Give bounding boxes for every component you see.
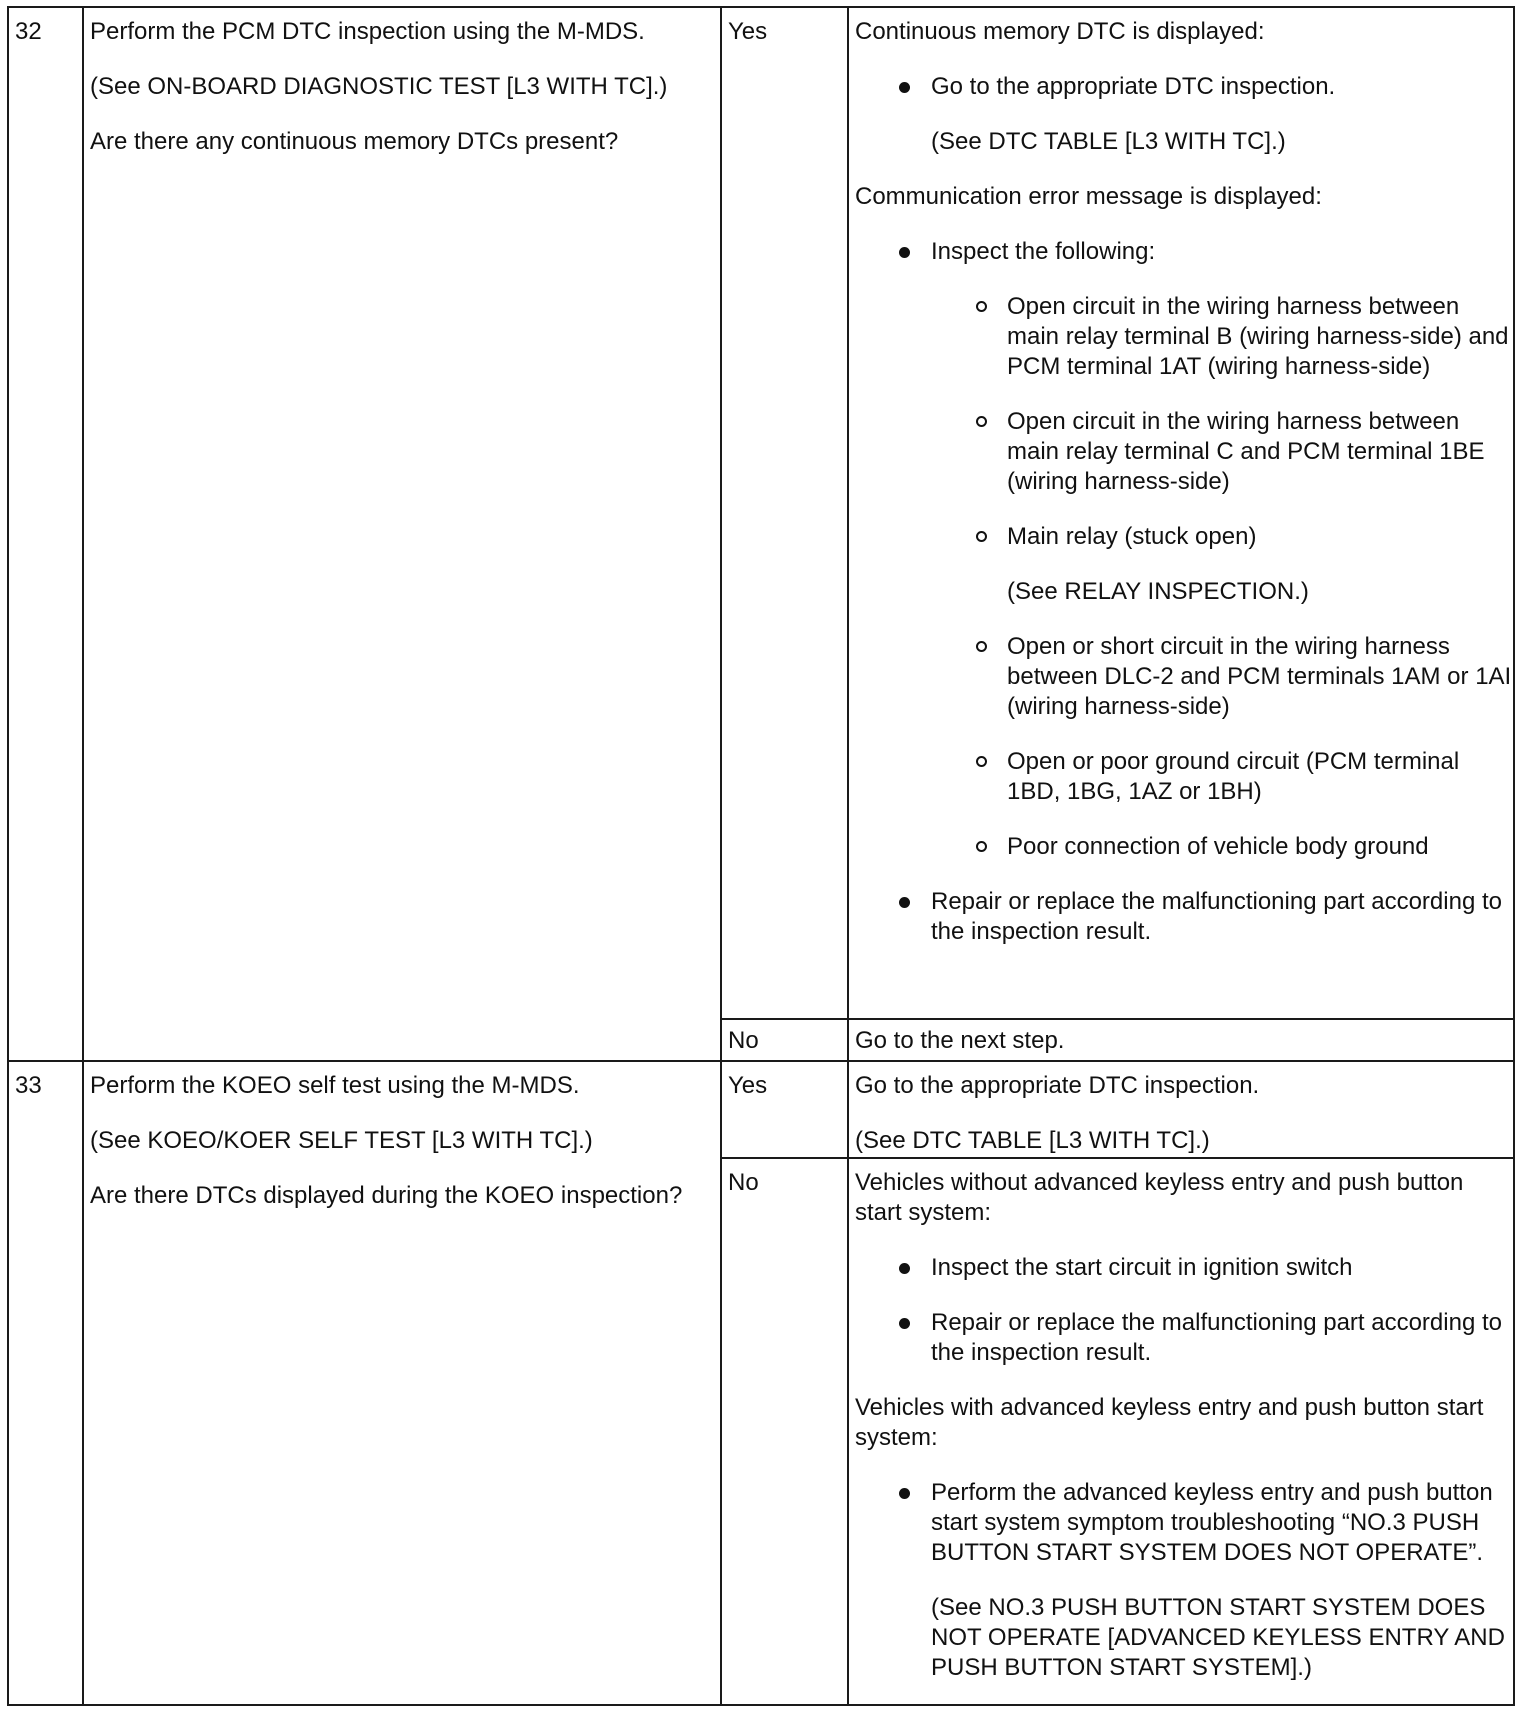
step-number: 33 [8,1061,83,1705]
question-line: Perform the PCM DTC inspection using the M-MDS. [90,18,645,45]
step-number: 32 [8,7,83,1061]
bullet-item: Perform the advanced keyless entry and push button start system symptom troubleshooting “NO.3 PUSH BUTTON START SYSTEM DOES NOT OPERATE”. [931,1478,1513,1568]
condition-heading: Vehicles without advanced keyless entry and push button start system: [855,1169,1464,1226]
sub-bullet-item: Open circuit in the wiring harness between main relay terminal B (wiring harness-side) and PCM terminal 1AT (wiring harness-side) [1007,292,1513,382]
action-yes [848,1061,1514,1158]
answer-yes: Yes [721,1061,848,1158]
table-row-32-yes [8,7,1514,1019]
bullet-item: Inspect the following: [931,237,1513,267]
table-row-33-yes [8,1061,1514,1158]
answer-no: No [721,1158,848,1705]
question-line: Perform the KOEO self test using the M-MDS. [90,1072,580,1099]
condition-heading: Vehicles with advanced keyless entry and push button start system: [855,1394,1484,1451]
reference-text: (See RELAY INSPECTION.) [1007,578,1309,605]
step-question [83,7,721,1061]
bullet-item: Repair or replace the malfunctioning part according to the inspection result. [931,1308,1513,1368]
question-line: Are there any continuous memory DTCs present? [90,128,619,155]
question-line: Are there DTCs displayed during the KOEO inspection? [90,1182,683,1209]
troubleshooting-table [7,6,1515,1706]
action-text: Go to the appropriate DTC inspection. [855,1072,1260,1099]
question-reference: (See ON-BOARD DIAGNOSTIC TEST [L3 WITH TC].) [90,73,668,100]
bullet-item: Go to the appropriate DTC inspection. [931,72,1513,102]
condition-heading: Communication error message is displayed: [855,183,1322,210]
answer-yes: Yes [721,7,848,1019]
action-no [848,1158,1514,1705]
answer-no: No [721,1019,848,1061]
condition-heading: Continuous memory DTC is displayed: [855,18,1265,45]
action-yes [848,7,1514,1019]
step-question [83,1061,721,1705]
sub-bullet-item: Open or short circuit in the wiring harness between DLC-2 and PCM terminals 1AM or 1AI (wiring harness-side) [1007,633,1512,720]
sub-bullet-item: Open or poor ground circuit (PCM terminal 1BD, 1BG, 1AZ or 1BH) [1007,747,1513,807]
reference-text: (See DTC TABLE [L3 WITH TC].) [855,1127,1210,1154]
sub-bullet-item: Open circuit in the wiring harness between main relay terminal C and PCM terminal 1BE (wiring harness-side) [1007,407,1513,497]
sub-bullet-item: Poor connection of vehicle body ground [1007,832,1513,862]
question-reference: (See KOEO/KOER SELF TEST [L3 WITH TC].) [90,1127,593,1154]
action-no [848,1019,1514,1061]
troubleshooting-table-wrapper [7,6,1513,1706]
bullet-item: Inspect the start circuit in ignition switch [931,1253,1513,1283]
sub-bullet-item: Main relay (stuck open) [1007,522,1513,552]
action-text: Go to the next step. [855,1027,1065,1054]
reference-text: (See NO.3 PUSH BUTTON START SYSTEM DOES NOT OPERATE [ADVANCED KEYLESS ENTRY AND PUSH BUTTON START SYSTEM].) [931,1594,1505,1681]
reference-text: (See DTC TABLE [L3 WITH TC].) [931,128,1286,155]
bullet-item: Repair or replace the malfunctioning part according to the inspection result. [931,887,1513,947]
